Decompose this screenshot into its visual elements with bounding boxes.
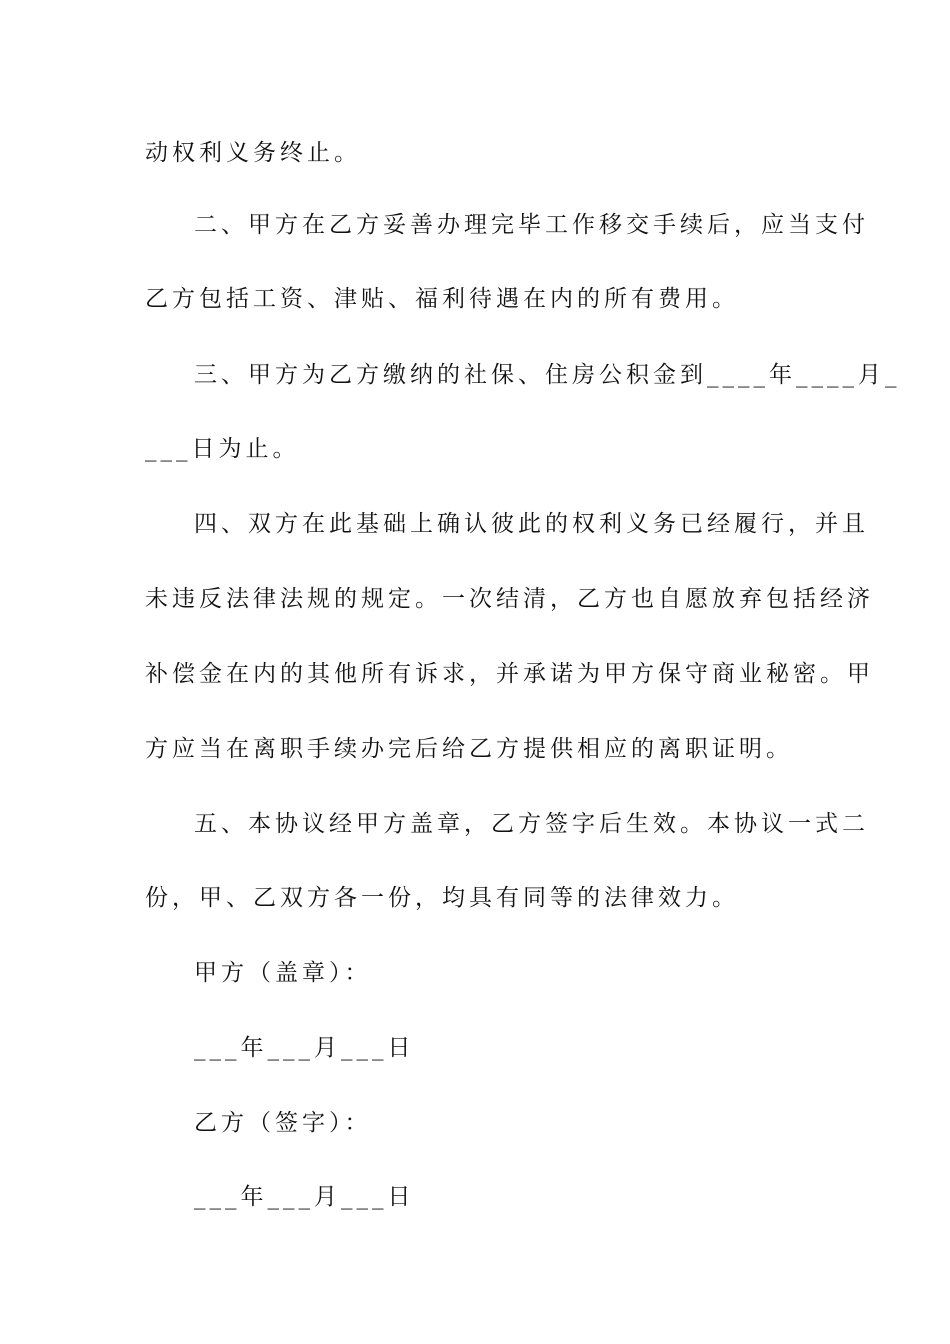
party-a-date-line: ___年___月___日	[194, 1035, 415, 1061]
clause-5-line-1: 五、本协议经甲方盖章，乙方签字后生效。本协议一式二	[194, 811, 869, 837]
clause-4-line-1: 四、双方在此基础上确认彼此的权利义务已经履行，并且	[194, 511, 869, 537]
clause-2-line-1: 二、甲方在乙方妥善办理完毕工作移交手续后，应当支付	[194, 212, 869, 238]
clause-5-line-2: 份，甲、乙双方各一份，均具有同等的法律效力。	[145, 885, 739, 911]
clause-3-line-1: 三、甲方为乙方缴纳的社保、住房公积金到____年____月_	[194, 362, 901, 388]
party-a-seal-label: 甲方（盖章）：	[194, 960, 372, 986]
party-b-signature-label: 乙方（签字）：	[194, 1110, 372, 1136]
clause-2-line-2: 乙方包括工资、津贴、福利待遇在内的所有费用。	[145, 286, 739, 312]
party-b-date-line: ___年___月___日	[194, 1184, 415, 1210]
clause-4-line-4: 方应当在离职手续办完后给乙方提供相应的离职证明。	[145, 736, 793, 762]
clause-4-line-3: 补偿金在内的其他所有诉求，并承诺为甲方保守商业秘密。甲	[145, 661, 874, 687]
clause-4-line-2: 未违反法律法规的规定。一次结清，乙方也自愿放弃包括经济	[145, 586, 874, 612]
clause-3-line-2: ___日为止。	[145, 436, 300, 462]
text-line-1: 动权利义务终止。	[145, 140, 361, 166]
